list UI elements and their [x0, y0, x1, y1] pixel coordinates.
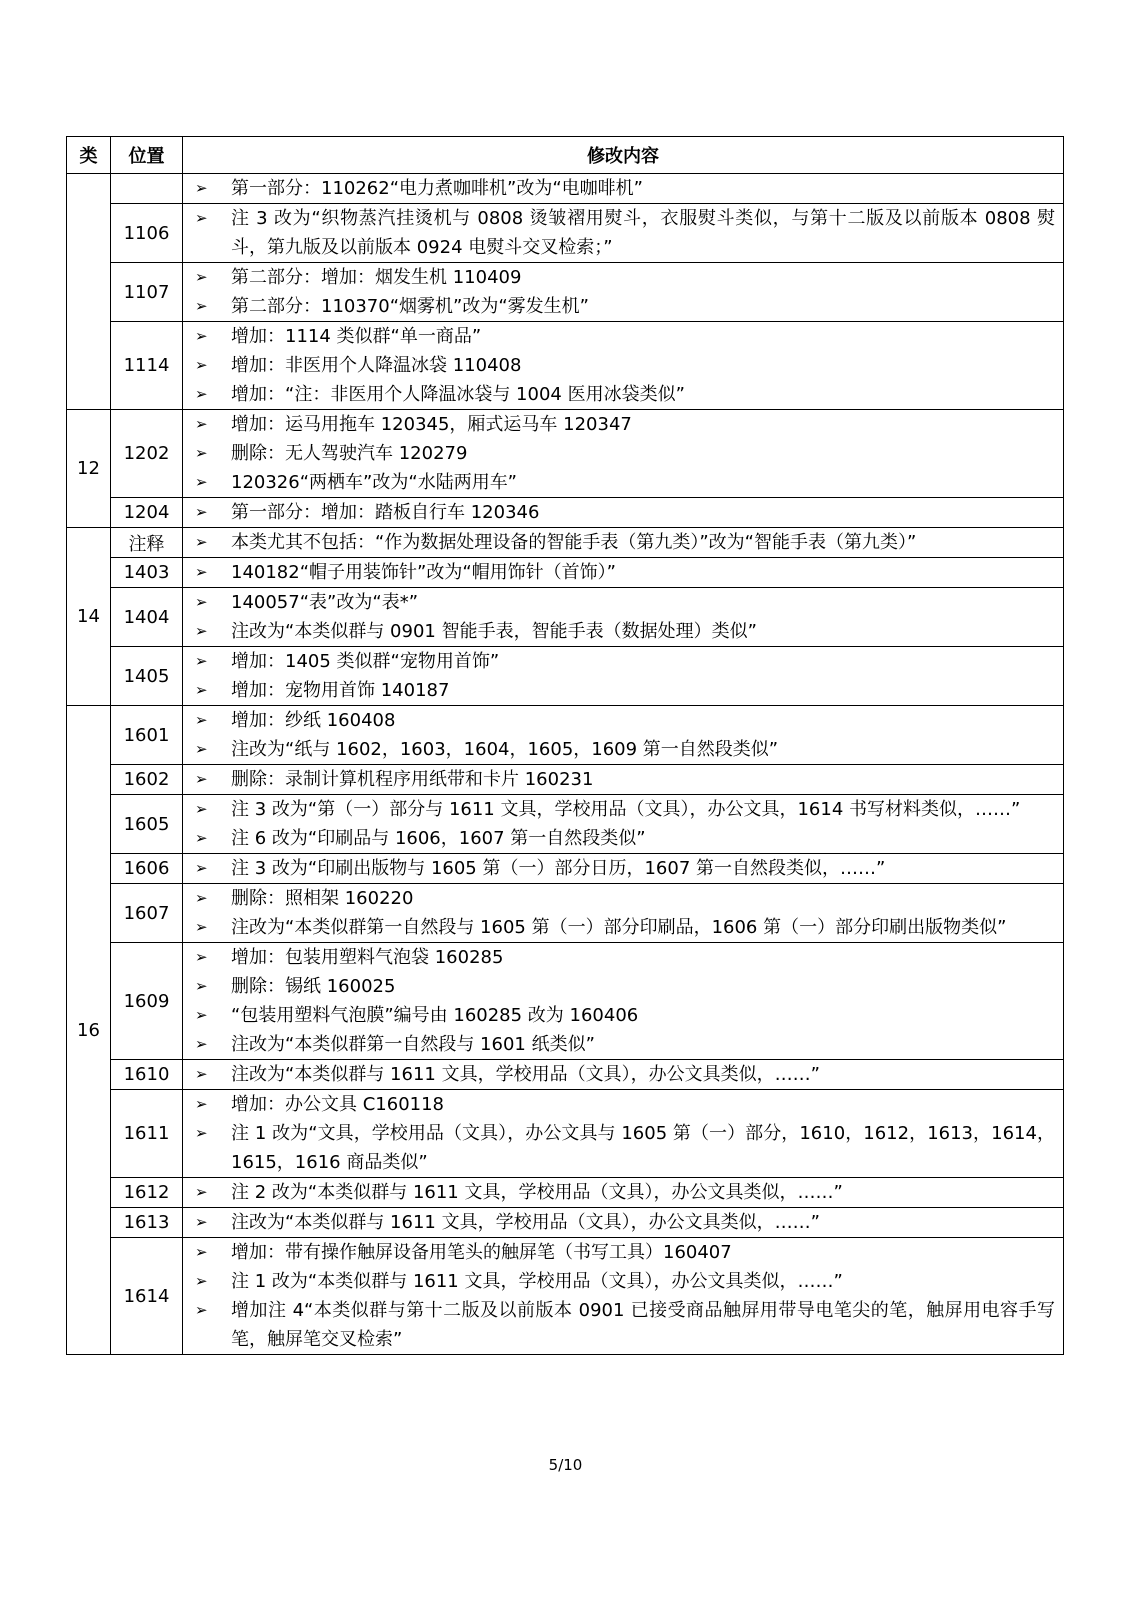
arrowhead-bullet-icon: ➢ [195, 327, 208, 345]
table-row [67, 884, 1064, 943]
position-cell: 1106 [111, 204, 183, 263]
content-cell [183, 706, 1064, 765]
position-cell: 1610 [111, 1060, 183, 1090]
content-text: 增加：带有操作触屏设备用笔头的触屏笔（书写工具）160407 [231, 1242, 732, 1263]
content-line [195, 824, 1055, 853]
content-text: 增加：宠物用首饰 140187 [231, 680, 450, 701]
position-cell: 1609 [111, 943, 183, 1060]
page-number: 5/10 [548, 1456, 583, 1474]
content-line [195, 468, 1055, 497]
position-cell: 1613 [111, 1208, 183, 1238]
arrowhead-bullet-icon: ➢ [195, 948, 208, 966]
content-text: 增加：“注：非医用个人降温冰袋与 1004 医用冰袋类似” [231, 384, 685, 405]
content-text: 第二部分：110370“烟雾机”改为“雾发生机” [231, 296, 590, 317]
table-body [67, 174, 1064, 1355]
position-cell: 1614 [111, 1238, 183, 1355]
arrowhead-bullet-icon: ➢ [195, 1243, 208, 1261]
content-line [195, 322, 1055, 351]
content-line [195, 1178, 1055, 1207]
table-row [67, 943, 1064, 1060]
class-cell: 16 [67, 706, 111, 1355]
position-cell: 注释 [111, 528, 183, 558]
content-cell [183, 795, 1064, 854]
arrowhead-bullet-icon: ➢ [195, 1213, 208, 1231]
content-line [195, 380, 1055, 409]
content-cell [183, 1238, 1064, 1355]
table-row [67, 322, 1064, 410]
content-line [195, 1208, 1055, 1237]
content-text: 增加：1405 类似群“宠物用首饰” [231, 651, 500, 672]
arrowhead-bullet-icon: ➢ [195, 1095, 208, 1113]
arrowhead-bullet-icon: ➢ [195, 503, 208, 521]
content-text: 删除：锡纸 160025 [231, 976, 396, 997]
class-cell: 14 [67, 528, 111, 706]
content-line [195, 884, 1055, 913]
header-class: 类 [67, 137, 111, 174]
arrowhead-bullet-icon: ➢ [195, 1301, 208, 1319]
arrowhead-bullet-icon: ➢ [195, 681, 208, 699]
content-cell [183, 498, 1064, 528]
content-line [195, 854, 1055, 883]
position-cell: 1403 [111, 558, 183, 588]
table-row [67, 174, 1064, 204]
arrowhead-bullet-icon: ➢ [195, 563, 208, 581]
arrowhead-bullet-icon: ➢ [195, 829, 208, 847]
content-line [195, 1090, 1055, 1119]
content-text: 注 3 改为“织物蒸汽挂烫机与 0808 烫皱褶用熨斗，衣服熨斗类似，与第十二版及以前版本 0808 熨斗，第九版及以前版本 0924 电熨斗交叉检索；” [231, 208, 1055, 258]
table-row [67, 795, 1064, 854]
content-text: 删除：无人驾驶汽车 120279 [231, 443, 468, 464]
arrowhead-bullet-icon: ➢ [195, 415, 208, 433]
content-text: 本类尤其不包括：“作为数据处理设备的智能手表（第九类）”改为“智能手表（第九类）” [231, 532, 917, 553]
table-row [67, 498, 1064, 528]
arrowhead-bullet-icon: ➢ [195, 209, 208, 227]
content-text: 增加：纱纸 160408 [231, 710, 396, 731]
content-line [195, 263, 1055, 292]
content-text: 增加：运马用拖车 120345，厢式运马车 120347 [231, 414, 632, 435]
position-cell: 1107 [111, 263, 183, 322]
position-cell: 1114 [111, 322, 183, 410]
position-cell: 1607 [111, 884, 183, 943]
header-content: 修改内容 [183, 137, 1064, 174]
content-line [195, 174, 1055, 203]
content-text: 增加：包装用塑料气泡袋 160285 [231, 947, 504, 968]
content-cell [183, 1090, 1064, 1178]
content-text: 注改为“本类似群与 1611 文具，学校用品（文具），办公文具类似，……” [231, 1212, 820, 1233]
content-cell [183, 765, 1064, 795]
position-cell: 1202 [111, 410, 183, 498]
table-row [67, 765, 1064, 795]
content-cell [183, 647, 1064, 706]
content-line [195, 1238, 1055, 1267]
content-line [195, 498, 1055, 527]
arrowhead-bullet-icon: ➢ [195, 1006, 208, 1024]
content-line [195, 410, 1055, 439]
arrowhead-bullet-icon: ➢ [195, 1035, 208, 1053]
content-line [195, 913, 1055, 942]
content-cell [183, 204, 1064, 263]
modification-table [66, 136, 1064, 1355]
content-text: 注改为“本类似群与 0901 智能手表，智能手表（数据处理）类似” [231, 621, 757, 642]
content-text: 第一部分：110262“电力煮咖啡机”改为“电咖啡机” [231, 178, 644, 199]
content-line [195, 765, 1055, 794]
content-text: 删除：录制计算机程序用纸带和卡片 160231 [231, 769, 594, 790]
content-line [195, 1267, 1055, 1296]
content-cell [183, 528, 1064, 558]
table-row [67, 854, 1064, 884]
content-text: 140182“帽子用装饰针”改为“帽用饰针（首饰）” [231, 562, 617, 583]
content-text: 注 6 改为“印刷品与 1606，1607 第一自然段类似” [231, 828, 646, 849]
content-line [195, 617, 1055, 646]
content-text: 注 2 改为“本类似群与 1611 文具，学校用品（文具），办公文具类似，……” [231, 1182, 843, 1203]
arrowhead-bullet-icon: ➢ [195, 179, 208, 197]
content-text: 增加：非医用个人降温冰袋 110408 [231, 355, 522, 376]
position-cell: 1605 [111, 795, 183, 854]
content-cell [183, 943, 1064, 1060]
content-text: 注 3 改为“印刷出版物与 1605 第（一）部分日历，1607 第一自然段类似，……” [231, 858, 886, 879]
content-line [195, 351, 1055, 380]
arrowhead-bullet-icon: ➢ [195, 533, 208, 551]
content-cell [183, 322, 1064, 410]
class-cell: 12 [67, 410, 111, 528]
position-cell: 1611 [111, 1090, 183, 1178]
content-text: 注 3 改为“第（一）部分与 1611 文具，学校用品（文具），办公文具，1614 书写材料类似，……” [231, 799, 1021, 820]
position-cell: 1602 [111, 765, 183, 795]
content-cell [183, 558, 1064, 588]
position-cell: 1612 [111, 1178, 183, 1208]
content-text: 注改为“本类似群第一自然段与 1601 纸类似” [231, 1034, 595, 1055]
content-text: 增加：1114 类似群“单一商品” [231, 326, 482, 347]
table-row [67, 1090, 1064, 1178]
table-row [67, 558, 1064, 588]
content-cell [183, 410, 1064, 498]
arrowhead-bullet-icon: ➢ [195, 593, 208, 611]
content-text: 增加：办公文具 C160118 [231, 1094, 445, 1115]
content-cell [183, 588, 1064, 647]
arrowhead-bullet-icon: ➢ [195, 622, 208, 640]
content-text: 注 1 改为“文具，学校用品（文具），办公文具与 1605 第（一）部分，1610，1612，1613，1614，1615，1616 商品类似” [231, 1123, 1055, 1173]
table-row [67, 1238, 1064, 1355]
table-row [67, 1060, 1064, 1090]
table-row [67, 1208, 1064, 1238]
content-text: 第二部分：增加：烟发生机 110409 [231, 267, 522, 288]
arrowhead-bullet-icon: ➢ [195, 740, 208, 758]
content-text: 第一部分：增加：踏板自行车 120346 [231, 502, 540, 523]
content-line [195, 795, 1055, 824]
table-row [67, 528, 1064, 558]
content-text: 注改为“纸与 1602，1603，1604，1605，1609 第一自然段类似” [231, 739, 779, 760]
class-cell [67, 174, 111, 410]
arrowhead-bullet-icon: ➢ [195, 918, 208, 936]
content-line [195, 676, 1055, 705]
content-cell [183, 854, 1064, 884]
content-line [195, 528, 1055, 557]
arrowhead-bullet-icon: ➢ [195, 268, 208, 286]
position-cell: 1405 [111, 647, 183, 706]
content-line [195, 1030, 1055, 1059]
content-line [195, 1060, 1055, 1089]
content-text: 增加注 4“本类似群与第十二版及以前版本 0901 已接受商品触屏用带导电笔尖的笔，触屏用电容手写笔，触屏笔交叉检索” [231, 1300, 1055, 1350]
content-text: 注 1 改为“本类似群与 1611 文具，学校用品（文具），办公文具类似，……” [231, 1271, 843, 1292]
table-row [67, 647, 1064, 706]
arrowhead-bullet-icon: ➢ [195, 889, 208, 907]
table-row [67, 706, 1064, 765]
arrowhead-bullet-icon: ➢ [195, 473, 208, 491]
content-line [195, 204, 1055, 262]
content-text: “包装用塑料气泡膜”编号由 160285 改为 160406 [231, 1005, 639, 1026]
content-line [195, 558, 1055, 587]
arrowhead-bullet-icon: ➢ [195, 859, 208, 877]
arrowhead-bullet-icon: ➢ [195, 711, 208, 729]
arrowhead-bullet-icon: ➢ [195, 385, 208, 403]
arrowhead-bullet-icon: ➢ [195, 800, 208, 818]
content-text: 删除：照相架 160220 [231, 888, 414, 909]
position-cell [111, 174, 183, 204]
header-position: 位置 [111, 137, 183, 174]
arrowhead-bullet-icon: ➢ [195, 1272, 208, 1290]
content-cell [183, 1060, 1064, 1090]
content-text: 120326“两栖车”改为“水陆两用车” [231, 472, 518, 493]
position-cell: 1204 [111, 498, 183, 528]
table-row [67, 410, 1064, 498]
content-line [195, 1001, 1055, 1030]
table-row [67, 588, 1064, 647]
content-line [195, 439, 1055, 468]
content-line [195, 292, 1055, 321]
content-cell [183, 263, 1064, 322]
arrowhead-bullet-icon: ➢ [195, 977, 208, 995]
content-cell [183, 174, 1064, 204]
table-row [67, 263, 1064, 322]
content-line [195, 972, 1055, 1001]
content-text: 140057“表”改为“表*” [231, 592, 419, 613]
arrowhead-bullet-icon: ➢ [195, 1183, 208, 1201]
position-cell: 1404 [111, 588, 183, 647]
content-line [195, 1119, 1055, 1177]
content-cell [183, 884, 1064, 943]
arrowhead-bullet-icon: ➢ [195, 356, 208, 374]
content-text: 注改为“本类似群与 1611 文具，学校用品（文具），办公文具类似，……” [231, 1064, 820, 1085]
content-line [195, 588, 1055, 617]
arrowhead-bullet-icon: ➢ [195, 1124, 208, 1142]
table-header-row [67, 137, 1064, 174]
content-line [195, 1296, 1055, 1354]
content-line [195, 735, 1055, 764]
position-cell: 1601 [111, 706, 183, 765]
arrowhead-bullet-icon: ➢ [195, 1065, 208, 1083]
content-line [195, 706, 1055, 735]
content-line [195, 943, 1055, 972]
content-line [195, 647, 1055, 676]
arrowhead-bullet-icon: ➢ [195, 297, 208, 315]
content-cell [183, 1178, 1064, 1208]
position-cell: 1606 [111, 854, 183, 884]
content-cell [183, 1208, 1064, 1238]
arrowhead-bullet-icon: ➢ [195, 770, 208, 788]
table-row [67, 1178, 1064, 1208]
arrowhead-bullet-icon: ➢ [195, 652, 208, 670]
arrowhead-bullet-icon: ➢ [195, 444, 208, 462]
content-text: 注改为“本类似群第一自然段与 1605 第（一）部分印刷品，1606 第（一）部分印刷出版物类似” [231, 917, 1007, 938]
table-row [67, 204, 1064, 263]
